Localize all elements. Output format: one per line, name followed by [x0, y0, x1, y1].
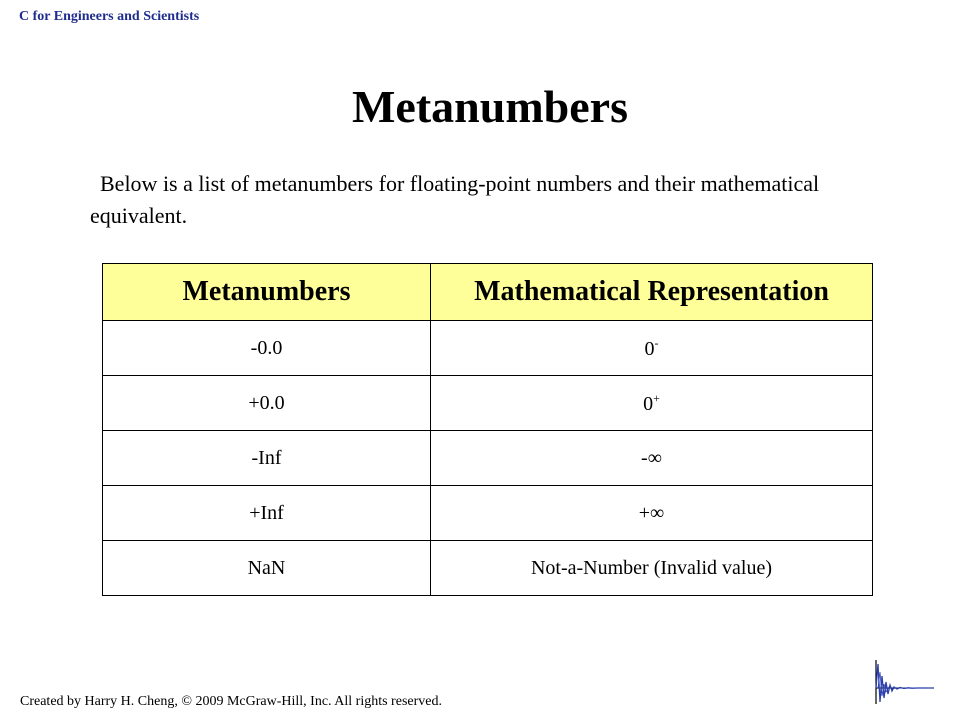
- metanumber-cell: +0.0: [103, 376, 431, 431]
- table-row: [103, 321, 873, 376]
- metanumber-cell: NaN: [103, 541, 431, 596]
- course-label: C for Engineers and Scientists: [19, 9, 200, 24]
- intro-paragraph: Below is a list of metanumbers for floating-point numbers and their mathematical equivalent.: [90, 171, 820, 228]
- footer-copyright: Created by Harry H. Cheng, © 2009 McGraw-Hill, Inc. All rights reserved.: [20, 694, 442, 709]
- math-base: 0: [643, 392, 654, 415]
- metanumber-cell: +Inf: [103, 486, 431, 541]
- math-cell: -∞: [431, 431, 873, 486]
- table-row: [103, 486, 873, 541]
- metanumber-cell: -0.0: [103, 321, 431, 376]
- metanumbers-table: [102, 263, 873, 596]
- metanumber-cell: -Inf: [103, 431, 431, 486]
- table-row: [103, 431, 873, 486]
- math-cell: [431, 376, 873, 431]
- table-header-row: [103, 264, 873, 321]
- damped-signal-logo-icon: [872, 658, 936, 706]
- math-superscript: -: [654, 335, 659, 350]
- table-row: [103, 541, 873, 596]
- slide-title: Metanumbers: [352, 81, 628, 132]
- math-cell: Not-a-Number (Invalid value): [431, 541, 873, 596]
- header-metanumbers: Metanumbers: [103, 264, 431, 321]
- table-row: [103, 376, 873, 431]
- header-math-representation: Mathematical Representation: [431, 264, 873, 321]
- math-cell: +∞: [431, 486, 873, 541]
- math-superscript: +: [653, 390, 660, 405]
- math-cell: [431, 321, 873, 376]
- math-base: 0: [644, 337, 655, 360]
